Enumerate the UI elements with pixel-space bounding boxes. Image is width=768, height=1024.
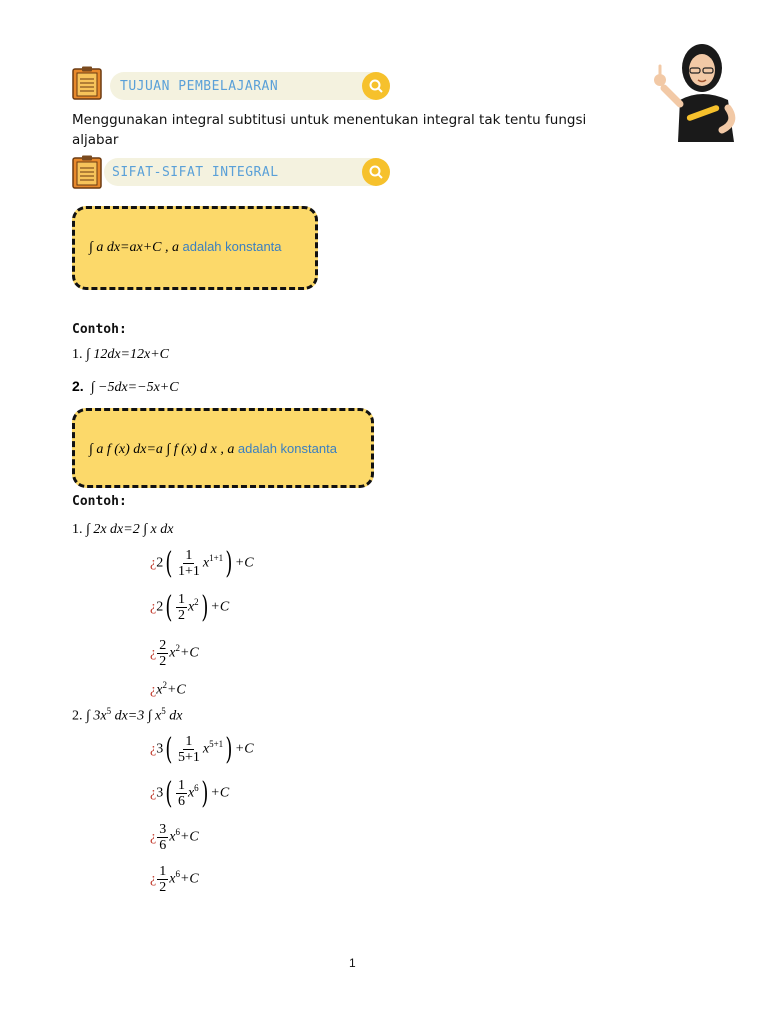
solution-step: ¿$x^2+C$ bbox=[150, 680, 186, 698]
rule-box-2 bbox=[72, 408, 374, 488]
rule-box-1 bbox=[72, 206, 318, 290]
rule-note: adalah konstanta bbox=[182, 239, 282, 254]
solution-step: ¿ $\frac{1}{2}$ $x^6+C$ bbox=[150, 864, 199, 895]
objective-text: Menggunakan integral subtitusi untuk menentukan integral tak tentu fungsi aljabar bbox=[72, 112, 587, 148]
rule-note: adalah konstanta bbox=[237, 441, 337, 456]
properties-banner bbox=[104, 158, 390, 186]
teacher-illustration bbox=[646, 38, 746, 142]
example-label: Contoh: bbox=[72, 494, 127, 509]
objective-banner bbox=[110, 72, 390, 100]
example-line: 2. ∫ $3x^5$ dx=3 ∫ $x^5$ dx bbox=[72, 706, 183, 724]
rule-formula: ∫ a f (x) dx=a ∫ f (x) d x , a adalah konstanta bbox=[89, 441, 337, 457]
search-icon[interactable] bbox=[362, 72, 390, 100]
clipboard-icon bbox=[72, 155, 102, 189]
example-line: 1. ∫ 2x dx=2 ∫ x dx bbox=[72, 522, 174, 537]
clipboard-icon bbox=[72, 66, 102, 100]
page-number: 1 bbox=[349, 956, 356, 970]
example-label: Contoh: bbox=[72, 322, 127, 337]
solution-step: ¿2( $\frac{1}{2}$ $x^2) +C$ bbox=[150, 589, 230, 625]
example-1: 1. ∫ 12dx=12x+C bbox=[72, 347, 169, 362]
banner-title: TUJUAN PEMBELAJARAN bbox=[120, 78, 279, 94]
banner-title: SIFAT-SIFAT INTEGRAL bbox=[112, 164, 279, 180]
solution-step: ¿3( $\frac{1}{6}$ $x^6) +C$ bbox=[150, 775, 230, 811]
rule-formula: ∫ a dx=ax+C , a adalah konstanta bbox=[89, 239, 282, 255]
example-2: 2. ∫ −5dx=−5x+C bbox=[72, 378, 179, 395]
search-icon[interactable] bbox=[362, 158, 390, 186]
solution-step: ¿ $\frac{2}{2}$ $x^2+C$ bbox=[150, 638, 199, 669]
solution-step: ¿3( $\frac{1}{5+1}$ $x^{5+1}) +C$ bbox=[150, 731, 254, 767]
solution-step: ¿2( $\frac{1}{1+1}$ $x^{1+1}) +C$ bbox=[150, 545, 254, 581]
solution-step: ¿ $\frac{3}{6}$ $x^6+C$ bbox=[150, 822, 199, 853]
